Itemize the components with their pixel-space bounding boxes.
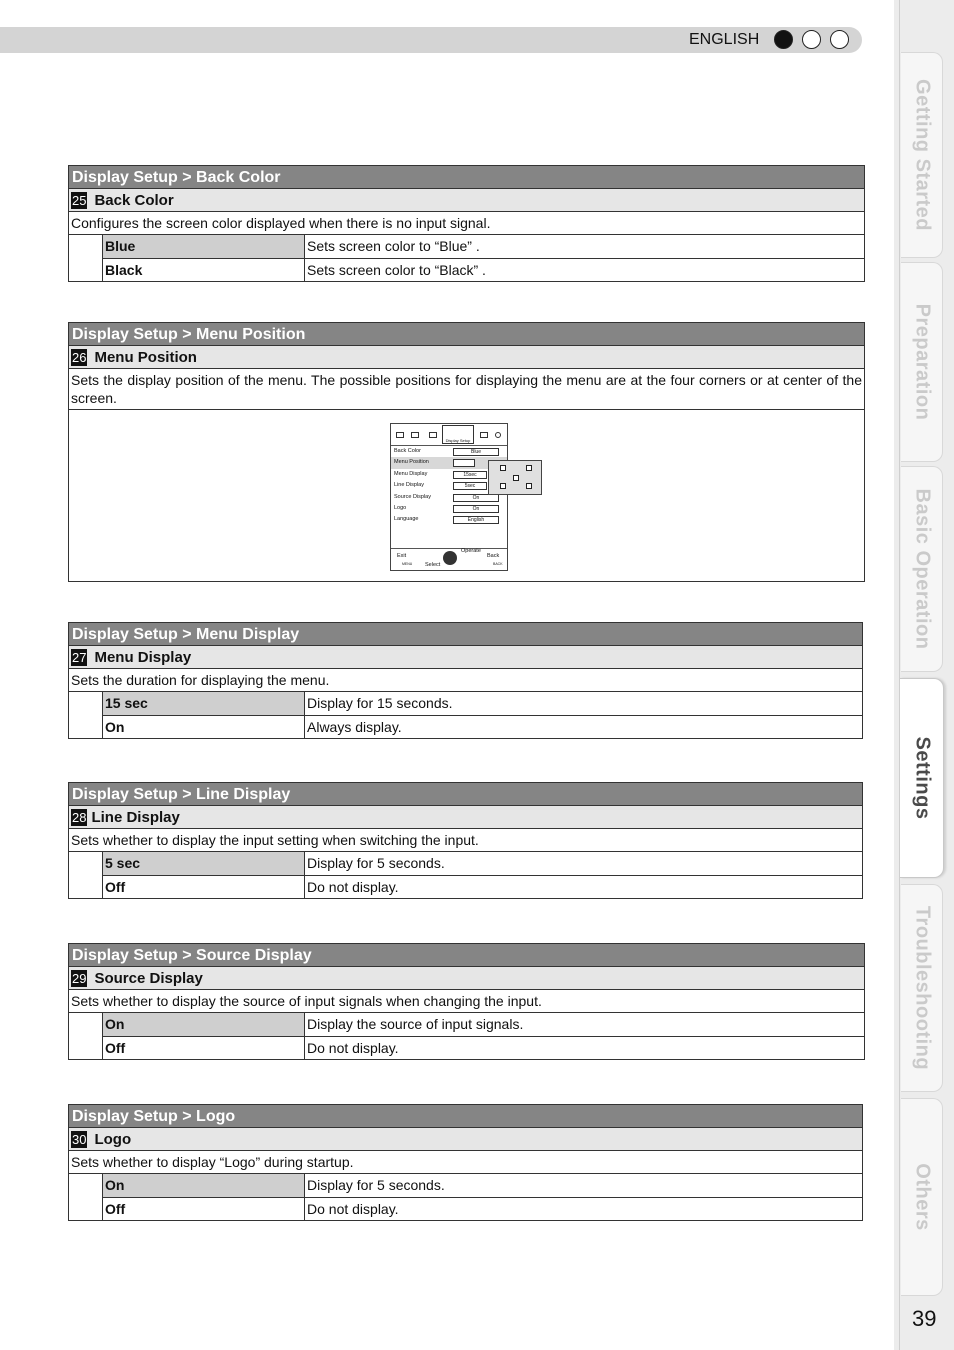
section-heading	[69, 1128, 862, 1151]
function-icon	[480, 432, 488, 438]
option-name: Black	[103, 259, 305, 281]
item-number-badge: 29	[72, 970, 87, 986]
select-knob-icon	[443, 551, 457, 565]
item-name: Source Display	[94, 969, 203, 987]
menu-footer: Exit MENU Select Operate Back BACK	[391, 548, 507, 570]
section-logo	[68, 1104, 863, 1221]
section-source-display	[68, 943, 865, 1060]
section-title: Display Setup > Line Display	[69, 783, 862, 806]
language-label: ENGLISH	[689, 31, 760, 48]
option-row	[103, 715, 862, 738]
item-number-badge: 25	[72, 192, 87, 208]
tab-others[interactable]: Others	[901, 1098, 943, 1296]
item-name: Line Display	[91, 808, 180, 826]
menu-icon-bar	[391, 424, 507, 446]
option-description: Sets screen color to “Black” .	[307, 262, 486, 278]
position-top-left-icon	[500, 465, 506, 471]
item-description: Sets the display position of the menu. The possible positions for displaying the menu are at the four corners or at center of the screen.	[69, 369, 864, 410]
item-description: Sets the duration for displaying the menu.	[69, 669, 862, 692]
option-description: Do not display.	[307, 1201, 399, 1217]
option-description: Display for 15 seconds.	[307, 695, 453, 711]
option-row	[103, 1174, 862, 1197]
progress-dot-empty-icon	[802, 30, 821, 49]
section-menu-display	[68, 622, 863, 739]
tab-preparation[interactable]: Preparation	[901, 262, 943, 462]
section-menu-position	[68, 322, 865, 582]
option-name: Blue	[103, 235, 305, 258]
display-setup-icon: Display Setup	[442, 425, 474, 444]
option-row	[103, 875, 862, 898]
item-name: Back Color	[94, 191, 174, 209]
item-description: Configures the screen color displayed when there is no input signal.	[69, 212, 864, 235]
item-description: Sets whether to display the source of input signals when changing the input.	[69, 990, 864, 1013]
item-name: Menu Position	[94, 348, 197, 366]
menu-row: Source Display On	[391, 492, 507, 503]
option-name: On	[103, 716, 305, 738]
option-row	[103, 235, 864, 258]
item-number-badge: 30	[72, 1131, 87, 1147]
option-description: Display for 5 seconds.	[307, 855, 445, 871]
position-center-icon	[513, 475, 519, 481]
options-table	[69, 235, 864, 281]
menu-row: Language English	[391, 514, 507, 525]
tab-troubleshooting[interactable]: Troubleshooting	[901, 884, 943, 1092]
menu-row: Back Color Blue	[391, 446, 507, 457]
options-table	[69, 692, 862, 738]
item-description: Sets whether to display the input setting when switching the input.	[69, 829, 862, 852]
option-description: Sets screen color to “Blue” .	[307, 238, 480, 254]
option-description: Do not display.	[307, 1040, 399, 1056]
option-name: Off	[103, 876, 305, 898]
option-name: On	[103, 1013, 305, 1036]
section-title: Display Setup > Menu Display	[69, 623, 862, 646]
item-description: Sets whether to display “Logo” during startup.	[69, 1151, 862, 1174]
option-description: Always display.	[307, 719, 402, 735]
section-heading	[69, 346, 864, 369]
item-number-badge: 26	[72, 349, 87, 365]
option-name: 15 sec	[103, 692, 305, 715]
option-name: Off	[103, 1198, 305, 1220]
option-row	[103, 852, 862, 875]
position-bottom-right-icon	[526, 483, 532, 489]
option-row	[103, 1013, 864, 1036]
option-row	[103, 1036, 864, 1059]
section-title: Display Setup > Logo	[69, 1105, 862, 1128]
tab-settings[interactable]: Settings	[900, 678, 944, 878]
position-bottom-left-icon	[500, 483, 506, 489]
tab-basic-operation[interactable]: Basic Operation	[901, 466, 943, 672]
position-top-right-icon	[526, 465, 532, 471]
progress-dot-filled-icon	[774, 30, 793, 49]
item-name: Menu Display	[94, 648, 192, 666]
item-number-badge: 27	[72, 649, 87, 665]
menu-row: Line Display 5sec	[391, 480, 507, 491]
menu-position-popup	[488, 460, 542, 495]
tab-getting-started[interactable]: Getting Started	[901, 52, 943, 258]
menu-row: Menu Display 15sec	[391, 469, 507, 480]
info-icon	[495, 432, 501, 438]
picture-icon	[396, 432, 404, 438]
progress-dot-empty-icon	[830, 30, 849, 49]
menu-screenshot-area	[69, 410, 864, 581]
section-heading	[69, 189, 864, 212]
option-description: Display the source of input signals.	[307, 1016, 524, 1032]
section-heading	[69, 646, 862, 669]
input-icon	[429, 432, 437, 438]
menu-row: Logo On	[391, 503, 507, 514]
item-name: Logo	[94, 1130, 132, 1148]
option-name: On	[103, 1174, 305, 1197]
option-name: 5 sec	[103, 852, 305, 875]
section-title: Display Setup > Source Display	[69, 944, 864, 967]
page-number: 39	[912, 1306, 937, 1331]
option-description: Display for 5 seconds.	[307, 1177, 445, 1193]
item-number-badge: 28	[72, 809, 87, 825]
adjust-icon	[411, 432, 419, 438]
section-back-color	[68, 165, 865, 282]
option-name: Off	[103, 1037, 305, 1059]
section-title: Display Setup > Menu Position	[69, 323, 864, 346]
option-description: Do not display.	[307, 879, 399, 895]
section-heading	[69, 806, 862, 829]
section-line-display	[68, 782, 863, 899]
menu-screenshot	[390, 423, 508, 571]
option-row	[103, 258, 864, 281]
option-row	[103, 1197, 862, 1220]
options-table	[69, 1174, 862, 1220]
options-table	[69, 1013, 864, 1059]
options-table	[69, 852, 862, 898]
section-heading	[69, 967, 864, 990]
menu-row-selected: Menu Position	[391, 457, 507, 468]
section-title: Display Setup > Back Color	[69, 166, 864, 189]
option-row	[103, 692, 862, 715]
